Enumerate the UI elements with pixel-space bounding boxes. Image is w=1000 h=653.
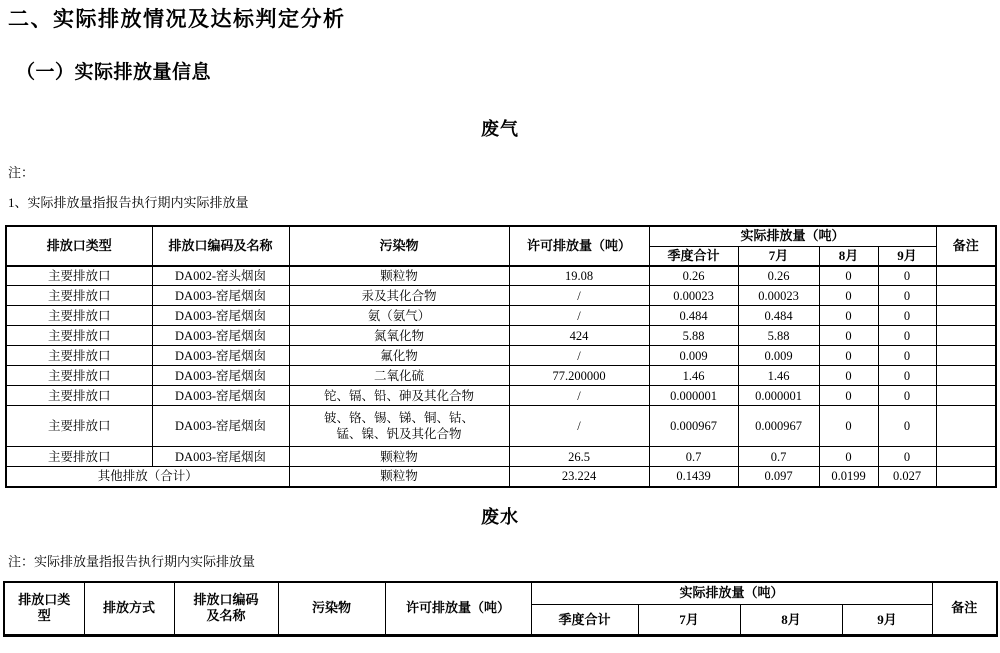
table-row bbox=[6, 366, 996, 386]
cell-quarter-total: 0.000001 bbox=[649, 386, 738, 406]
cell-remark bbox=[936, 386, 996, 406]
cell-remark bbox=[936, 306, 996, 326]
cell-pollutant: 颗粒物 bbox=[289, 467, 509, 487]
header-remark: 备注 bbox=[932, 582, 997, 636]
cell-month-8: 0 bbox=[819, 286, 878, 306]
table-row bbox=[6, 266, 996, 286]
cell-month-9: 0 bbox=[878, 406, 936, 447]
header-actual-amount-group: 实际排放量（吨） bbox=[649, 226, 936, 246]
cell-month-8: 0 bbox=[819, 306, 878, 326]
cell-quarter-total: 5.88 bbox=[649, 326, 738, 346]
header-month-9: 9月 bbox=[878, 246, 936, 266]
waste-gas-title: 废气 bbox=[481, 119, 519, 139]
header-row-1 bbox=[6, 226, 996, 246]
header-discharge-mode: 排放方式 bbox=[84, 582, 174, 636]
header-pollutant: 污染物 bbox=[278, 582, 385, 636]
header-outlet-code-name: 排放口编码及名称 bbox=[152, 226, 289, 266]
cell-permitted: / bbox=[509, 406, 649, 447]
cell-month-7: 1.46 bbox=[738, 366, 819, 386]
table-row bbox=[6, 306, 996, 326]
table-row bbox=[6, 467, 996, 487]
cell-permitted: 19.08 bbox=[509, 266, 649, 286]
cell-permitted: 77.200000 bbox=[509, 366, 649, 386]
cell-quarter-total: 0.26 bbox=[649, 266, 738, 286]
cell-month-8: 0 bbox=[819, 346, 878, 366]
cell-remark bbox=[936, 326, 996, 346]
cell-pollutant: 氟化物 bbox=[289, 346, 509, 366]
cell-outlet-type: 主要排放口 bbox=[6, 286, 152, 306]
cell-month-7: 0.000001 bbox=[738, 386, 819, 406]
cell-pollutant: 颗粒物 bbox=[289, 266, 509, 286]
header-quarter-total: 季度合计 bbox=[531, 605, 638, 636]
header-outlet-code-name bbox=[174, 582, 278, 636]
cell-outlet-code-name: DA003-窑尾烟囱 bbox=[152, 386, 289, 406]
header-month-7: 7月 bbox=[638, 605, 740, 636]
cell-month-7: 0.7 bbox=[738, 447, 819, 467]
cell-outlet-type-total: 其他排放（合计） bbox=[6, 467, 289, 487]
cell-pollutant bbox=[289, 406, 509, 447]
cell-outlet-code-name: DA003-窑尾烟囱 bbox=[152, 286, 289, 306]
cell-pollutant: 汞及其化合物 bbox=[289, 286, 509, 306]
waste-gas-note-item: 1、实际排放量指报告执行期内实际排放量 bbox=[8, 195, 249, 210]
table-row bbox=[6, 346, 996, 366]
waste-gas-table bbox=[5, 225, 997, 488]
cell-outlet-type: 主要排放口 bbox=[6, 346, 152, 366]
header-month-8: 8月 bbox=[740, 605, 842, 636]
table-row bbox=[6, 447, 996, 467]
cell-month-9: 0 bbox=[878, 366, 936, 386]
cell-quarter-total: 0.00023 bbox=[649, 286, 738, 306]
cell-outlet-type: 主要排放口 bbox=[6, 326, 152, 346]
cell-outlet-type: 主要排放口 bbox=[6, 306, 152, 326]
cell-month-7: 0.00023 bbox=[738, 286, 819, 306]
header-row-1 bbox=[4, 582, 997, 605]
cell-quarter-total: 0.000967 bbox=[649, 406, 738, 447]
cell-month-9: 0 bbox=[878, 286, 936, 306]
cell-outlet-code-name: DA003-窑尾烟囱 bbox=[152, 366, 289, 386]
table-row bbox=[6, 406, 996, 447]
cell-month-9: 0.027 bbox=[878, 467, 936, 487]
subsection-title: （一）实际排放量信息 bbox=[16, 62, 212, 83]
cell-quarter-total: 1.46 bbox=[649, 366, 738, 386]
cell-permitted: / bbox=[509, 286, 649, 306]
cell-pollutant: 氮氧化物 bbox=[289, 326, 509, 346]
cell-month-9: 0 bbox=[878, 306, 936, 326]
table-row bbox=[6, 326, 996, 346]
header-outlet-type bbox=[4, 582, 84, 636]
cell-permitted: / bbox=[509, 306, 649, 326]
cell-month-9: 0 bbox=[878, 386, 936, 406]
section-title: 二、实际排放情况及达标判定分析 bbox=[8, 8, 346, 31]
table-row bbox=[6, 286, 996, 306]
cell-permitted: 424 bbox=[509, 326, 649, 346]
cell-pollutant: 铊、镉、铅、砷及其化合物 bbox=[289, 386, 509, 406]
header-pollutant: 污染物 bbox=[289, 226, 509, 266]
header-remark: 备注 bbox=[936, 226, 996, 266]
header-month-7: 7月 bbox=[738, 246, 819, 266]
cell-outlet-code-name: DA003-窑尾烟囱 bbox=[152, 406, 289, 447]
cell-outlet-type: 主要排放口 bbox=[6, 266, 152, 286]
header-outlet-type-text: 排放口类型 bbox=[18, 592, 71, 624]
report-page bbox=[0, 8, 1000, 637]
cell-remark bbox=[936, 286, 996, 306]
header-outlet-code-name-text: 排放口编码及名称 bbox=[193, 592, 259, 624]
header-outlet-type: 排放口类型 bbox=[6, 226, 152, 266]
cell-month-7: 0.484 bbox=[738, 306, 819, 326]
cell-quarter-total: 0.7 bbox=[649, 447, 738, 467]
pollutant-wrapped-text: 铍、铬、锡、锑、铜、钴、锰、镍、钒及其化合物 bbox=[323, 411, 474, 441]
cell-remark bbox=[936, 406, 996, 447]
cell-remark bbox=[936, 447, 996, 467]
waste-water-table bbox=[3, 581, 998, 638]
cell-remark bbox=[936, 467, 996, 487]
cell-month-7: 0.000967 bbox=[738, 406, 819, 447]
waste-gas-note-label: 注： bbox=[8, 165, 35, 180]
cell-month-8: 0.0199 bbox=[819, 467, 878, 487]
waste-water-note: 注：实际排放量指报告执行期内实际排放量 bbox=[8, 553, 256, 569]
cell-outlet-code-name: DA003-窑尾烟囱 bbox=[152, 447, 289, 467]
header-month-8: 8月 bbox=[819, 246, 878, 266]
cell-permitted: / bbox=[509, 386, 649, 406]
table-row bbox=[6, 386, 996, 406]
header-permitted-amount: 许可排放量（吨） bbox=[509, 226, 649, 266]
cell-month-9: 0 bbox=[878, 266, 936, 286]
cell-permitted: 23.224 bbox=[509, 467, 649, 487]
cell-month-7: 0.009 bbox=[738, 346, 819, 366]
cell-month-8: 0 bbox=[819, 366, 878, 386]
header-month-9: 9月 bbox=[842, 605, 932, 636]
waste-water-title: 废水 bbox=[481, 506, 519, 527]
header-permitted-amount: 许可排放量（吨） bbox=[385, 582, 531, 636]
cell-month-8: 0 bbox=[819, 326, 878, 346]
cell-pollutant: 氨（氨气） bbox=[289, 306, 509, 326]
cell-pollutant: 二氧化硫 bbox=[289, 366, 509, 386]
cell-quarter-total: 0.1439 bbox=[649, 467, 738, 487]
cell-outlet-code-name: DA003-窑尾烟囱 bbox=[152, 306, 289, 326]
cell-month-9: 0 bbox=[878, 447, 936, 467]
cell-quarter-total: 0.484 bbox=[649, 306, 738, 326]
cell-outlet-type: 主要排放口 bbox=[6, 366, 152, 386]
header-actual-amount-group: 实际排放量（吨） bbox=[531, 582, 932, 605]
cell-outlet-type: 主要排放口 bbox=[6, 447, 152, 467]
cell-permitted: / bbox=[509, 346, 649, 366]
cell-outlet-type: 主要排放口 bbox=[6, 406, 152, 447]
cell-remark bbox=[936, 366, 996, 386]
cell-remark bbox=[936, 346, 996, 366]
cell-month-8: 0 bbox=[819, 406, 878, 447]
cell-month-7: 0.097 bbox=[738, 467, 819, 487]
cell-remark bbox=[936, 266, 996, 286]
cell-permitted: 26.5 bbox=[509, 447, 649, 467]
cell-outlet-type: 主要排放口 bbox=[6, 386, 152, 406]
cell-pollutant: 颗粒物 bbox=[289, 447, 509, 467]
cell-month-9: 0 bbox=[878, 346, 936, 366]
cell-outlet-code-name: DA003-窑尾烟囱 bbox=[152, 326, 289, 346]
cell-quarter-total: 0.009 bbox=[649, 346, 738, 366]
header-quarter-total: 季度合计 bbox=[649, 246, 738, 266]
cell-month-7: 5.88 bbox=[738, 326, 819, 346]
cell-month-8: 0 bbox=[819, 386, 878, 406]
cell-month-8: 0 bbox=[819, 447, 878, 467]
cell-month-8: 0 bbox=[819, 266, 878, 286]
cell-outlet-code-name: DA002-窑头烟囱 bbox=[152, 266, 289, 286]
cell-month-9: 0 bbox=[878, 326, 936, 346]
cell-month-7: 0.26 bbox=[738, 266, 819, 286]
cell-outlet-code-name: DA003-窑尾烟囱 bbox=[152, 346, 289, 366]
